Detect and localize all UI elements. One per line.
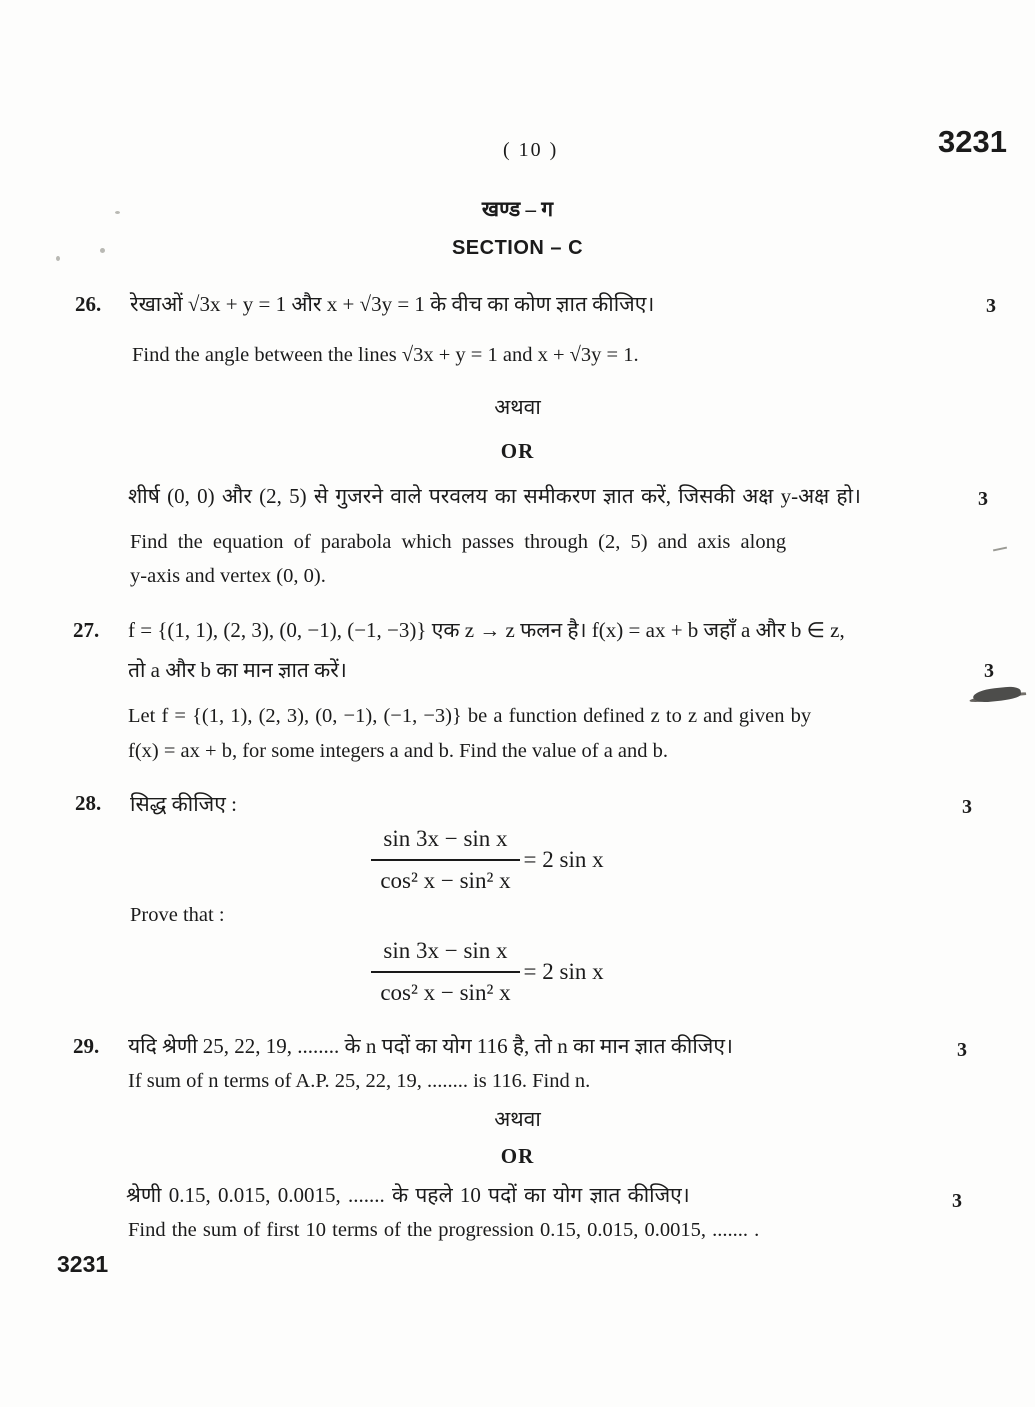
paper-code-top: 3231 (938, 124, 1007, 159)
question-29-alt-marks: 3 (952, 1190, 962, 1212)
question-28-marks: 3 (962, 796, 972, 818)
section-title-english: SECTION – C (451, 237, 584, 259)
question-26-number: 26. (75, 292, 102, 316)
scan-noise-dot (56, 256, 60, 261)
fraction-numerator: sin 3x − sin x (371, 938, 519, 973)
question-27-text-english-line2: f(x) = ax + b, for some integers a and b. Find the value of a and b. (128, 740, 669, 762)
or-label-hindi: अथवा (494, 395, 541, 419)
question-27-text-hindi-line2: तो a और b का मान ज्ञात करें। (128, 658, 347, 682)
question-27-text-english-line1: Let f = {(1, 1), (2, 3), (0, −1), (−1, −3)} be a function defined z to z and given by (128, 705, 812, 727)
question-26-marks: 3 (986, 295, 996, 317)
scan-noise-dot (115, 211, 120, 214)
fraction (371, 938, 519, 1006)
question-29-alt-text-english: Find the sum of first 10 terms of the progression 0.15, 0.015, 0.0015, ....... . (128, 1219, 760, 1241)
or-label-english: OR (500, 1144, 535, 1168)
question-29-text-english: If sum of n terms of A.P. 25, 22, 19, ........ is 116. Find n. (128, 1070, 591, 1092)
fraction-numerator: sin 3x − sin x (371, 826, 519, 861)
question-26-alt-text-hindi: शीर्ष (0, 0) और (2, 5) से गुजरने वाले परवलय का समीकरण ज्ञात करें, जिसकी अक्ष y-अक्ष हो। (128, 484, 861, 508)
question-26-alt-english-line2: y-axis and vertex (0, 0). (130, 565, 326, 587)
question-26-alt-english-line1: Find the equation of parabola which passes through (2, 5) and axis along (130, 531, 787, 553)
equation-28-english (0, 938, 1035, 1006)
question-26-text-hindi: रेखाओं √3x + y = 1 और x + √3y = 1 के वीच का कोण ज्ञात कीजिए। (130, 292, 655, 316)
page-number: ( 10 ) (503, 139, 559, 161)
question-26-alt-marks: 3 (978, 488, 988, 510)
scan-noise-dot (100, 248, 105, 253)
question-27-marks: 3 (984, 660, 994, 682)
equation-rhs: = 2 sin x (523, 847, 604, 872)
question-29-text-hindi: यदि श्रेणी 25, 22, 19, ........ के n पदों का योग 116 है, तो n का मान ज्ञात कीजिए। (128, 1034, 733, 1058)
question-29-marks: 3 (957, 1039, 967, 1061)
equation-28-hindi (0, 826, 1035, 894)
question-27-text-hindi-line1: f = {(1, 1), (2, 3), (0, −1), (−1, −3)} एक z → z फलन है। f(x) = ax + b जहाँ a और b ∈ z, (128, 618, 845, 642)
question-29-number: 29. (73, 1034, 100, 1058)
or-label-english: OR (500, 439, 535, 463)
or-label-hindi: अथवा (494, 1107, 541, 1131)
question-26-text-english: Find the angle between the lines √3x + y = 1 and x + √3y = 1. (132, 344, 639, 366)
scan-noise-dash (993, 547, 1007, 552)
question-28-number: 28. (75, 791, 102, 815)
paper-code-bottom: 3231 (57, 1251, 109, 1277)
question-28-text-hindi: सिद्ध कीजिए : (130, 792, 237, 816)
question-29-alt-text-hindi: श्रेणी 0.15, 0.015, 0.0015, ....... के पहले 10 पदों का योग ज्ञात कीजिए। (126, 1183, 690, 1207)
equation-rhs: = 2 sin x (523, 959, 604, 984)
fraction-denominator: cos² x − sin² x (380, 868, 511, 893)
fraction (371, 826, 519, 894)
fraction-denominator: cos² x − sin² x (380, 980, 511, 1005)
section-title-hindi: खण्ड – ग (481, 197, 554, 221)
question-27-number: 27. (73, 618, 100, 642)
question-28-text-english: Prove that : (130, 904, 225, 926)
